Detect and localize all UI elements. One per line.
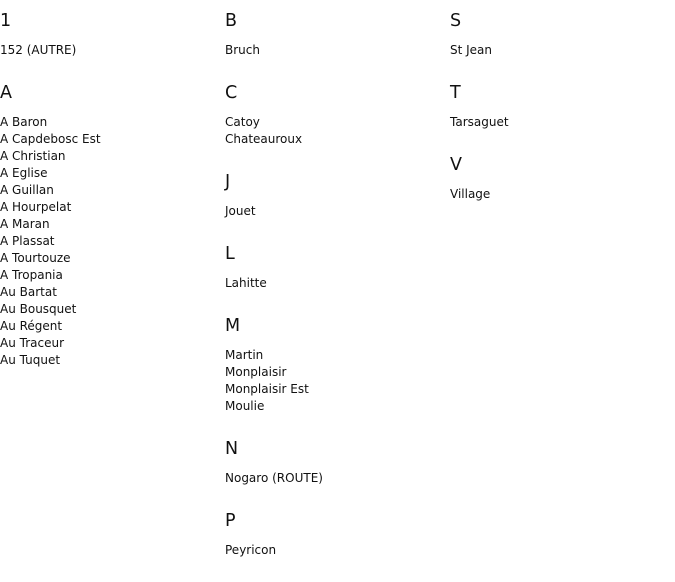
letter-group-j — [225, 171, 440, 220]
street-link[interactable]: A Plassat — [0, 234, 55, 248]
street-list — [450, 42, 665, 59]
street-link[interactable]: A Capdebosc Est — [0, 132, 101, 146]
letter-heading: M — [225, 316, 241, 336]
street-link[interactable]: Lahitte — [225, 276, 267, 290]
street-list — [225, 347, 440, 415]
index-column — [0, 10, 215, 392]
letter-heading: C — [225, 83, 238, 103]
letter-group-n — [225, 438, 440, 487]
street-link[interactable]: Moulie — [225, 399, 265, 413]
street-list — [225, 470, 440, 487]
letter-group-m — [225, 315, 440, 415]
street-link[interactable]: Au Régent — [0, 319, 63, 333]
street-link[interactable]: Jouet — [225, 204, 256, 218]
index-column — [450, 10, 665, 226]
street-link[interactable]: Monplaisir Est — [225, 382, 309, 396]
street-link[interactable]: Nogaro (ROUTE) — [225, 471, 323, 485]
letter-group-c — [225, 82, 440, 148]
street-list — [225, 203, 440, 220]
letter-group-t — [450, 82, 665, 131]
letter-group-v — [450, 154, 665, 203]
letter-group-p — [225, 510, 440, 559]
street-list — [225, 42, 440, 59]
street-link[interactable]: Village — [450, 187, 491, 201]
street-link[interactable]: Au Bartat — [0, 285, 57, 299]
street-link[interactable]: A Tropania — [0, 268, 63, 282]
street-list — [225, 114, 440, 148]
letter-group-l — [225, 243, 440, 292]
street-link[interactable]: Bruch — [225, 43, 260, 57]
letter-heading: T — [450, 83, 461, 103]
street-list — [0, 42, 215, 59]
street-list — [450, 114, 665, 131]
street-link[interactable]: St Jean — [450, 43, 493, 57]
index-column — [225, 10, 440, 582]
street-link[interactable]: 152 (AUTRE) — [0, 43, 77, 57]
letter-heading: 1 — [0, 11, 12, 31]
street-link[interactable]: Peyricon — [225, 543, 277, 557]
street-link[interactable]: A Eglise — [0, 166, 48, 180]
street-list — [0, 114, 215, 369]
street-list — [225, 542, 440, 559]
street-link[interactable]: Au Bousquet — [0, 302, 77, 316]
street-link[interactable]: A Baron — [0, 115, 48, 129]
letter-heading: S — [450, 11, 462, 31]
letter-group-a — [0, 82, 215, 369]
street-link[interactable]: A Christian — [0, 149, 66, 163]
street-list — [450, 186, 665, 203]
letter-heading: P — [225, 511, 236, 531]
street-link[interactable]: Au Traceur — [0, 336, 65, 350]
letter-heading: N — [225, 439, 239, 459]
letter-heading: B — [225, 11, 238, 31]
street-link[interactable]: A Guillan — [0, 183, 54, 197]
street-link[interactable]: A Tourtouze — [0, 251, 71, 265]
letter-heading: L — [225, 244, 235, 264]
street-link[interactable]: Chateauroux — [225, 132, 303, 146]
street-link[interactable]: Martin — [225, 348, 264, 362]
letter-group-1 — [0, 10, 215, 59]
street-list — [225, 275, 440, 292]
street-link[interactable]: Catoy — [225, 115, 260, 129]
letter-heading: J — [225, 172, 231, 192]
street-link[interactable]: Au Tuquet — [0, 353, 61, 367]
letter-heading: V — [450, 155, 462, 175]
letter-heading: A — [0, 83, 12, 103]
street-link[interactable]: Tarsaguet — [450, 115, 509, 129]
letter-group-s — [450, 10, 665, 59]
letter-group-b — [225, 10, 440, 59]
street-link[interactable]: Monplaisir — [225, 365, 287, 379]
street-link[interactable]: A Maran — [0, 217, 50, 231]
street-link[interactable]: A Hourpelat — [0, 200, 72, 214]
